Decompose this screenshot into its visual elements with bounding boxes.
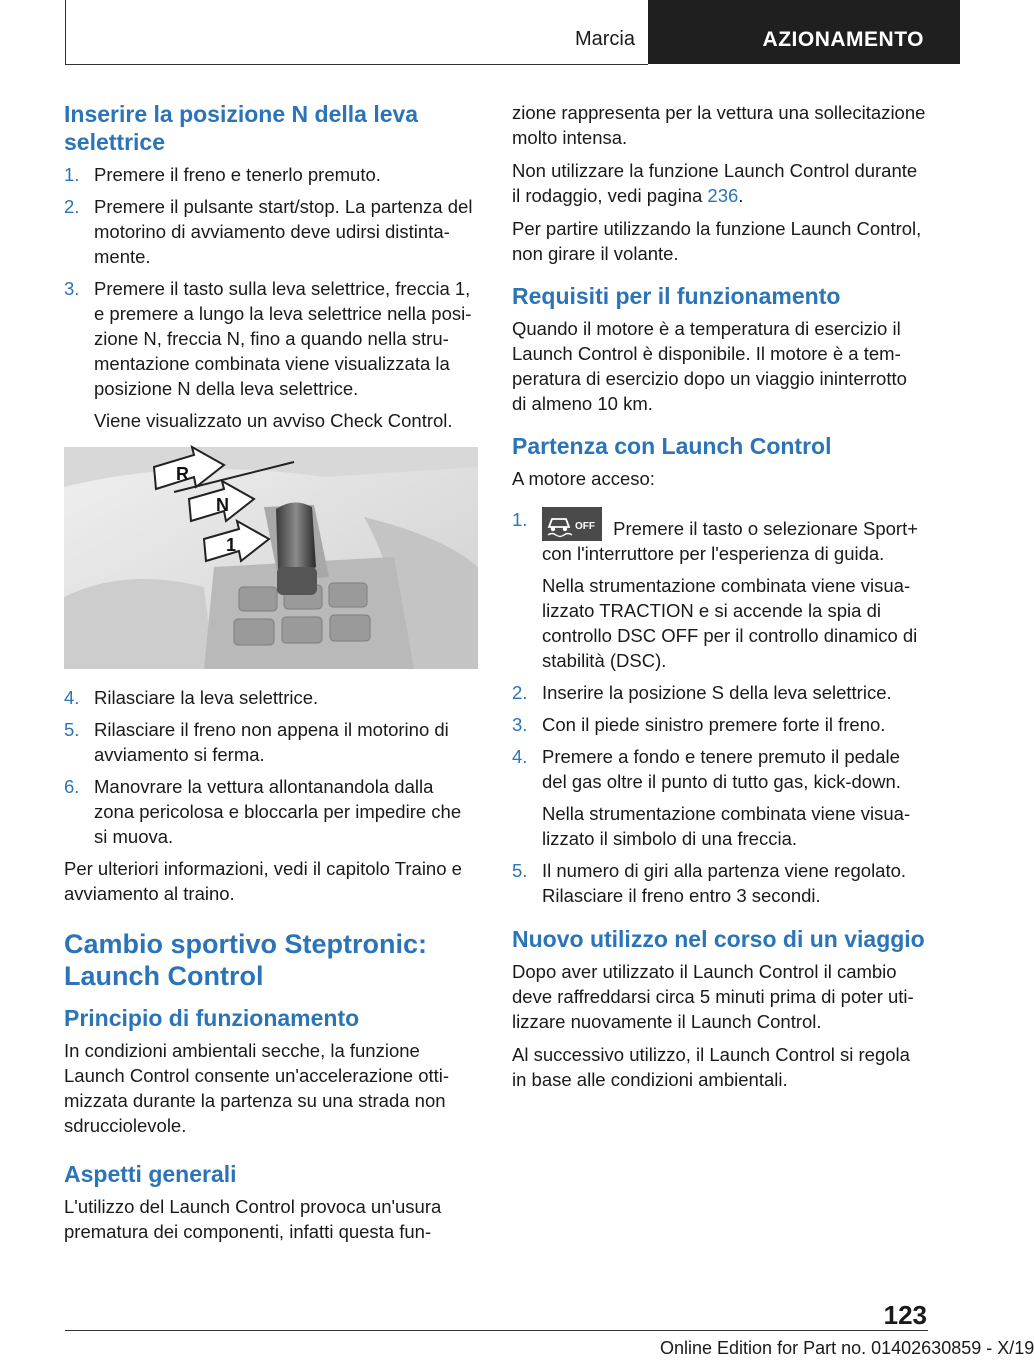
paragraph-continuation: zione rappresenta per la vettura una sollecitazione molto intensa. xyxy=(512,102,926,148)
step-text: Con il piede sinistro premere forte il freno. xyxy=(542,714,886,735)
heading-neutral-position: Inserire la posizione N della leva selettrice xyxy=(64,101,419,155)
heading-principle: Principio di funzionamento xyxy=(64,1005,360,1031)
steps-list-a xyxy=(64,162,478,433)
right-column xyxy=(512,100,926,1100)
step-number: 3. xyxy=(64,278,80,299)
list-item xyxy=(512,507,926,673)
step-number: 2. xyxy=(512,682,528,703)
header-chapter-label: AZIONAMENTO xyxy=(762,28,924,51)
heading-general-aspects: Aspetti generali xyxy=(64,1161,237,1187)
step-number: 4. xyxy=(512,746,528,767)
dsc-off-icon xyxy=(542,507,602,541)
steps-list-b xyxy=(64,685,478,849)
step-text: Il numero di giri alla partenza viene regolato. Rilasciare il freno entro 3 secondi. xyxy=(542,860,907,906)
run-in-end: . xyxy=(738,185,744,206)
step-text: Premere il freno e tenerlo premuto. xyxy=(94,164,381,185)
paragraph-steering: Per partire utilizzando la funzione Launch Control, non girare il volante. xyxy=(512,218,922,264)
step-text: Rilasciare la leva selettrice. xyxy=(94,687,319,708)
dsc-off-icon-label: OFF xyxy=(575,521,595,532)
step-note: Nella strumentazione combinata viene visualizzato TRACTION e si accende la spia di controllo DSC OFF per il controllo dinamico di stabilità (DSC). xyxy=(542,575,918,671)
footer-rule xyxy=(65,1330,928,1331)
footer-edition: Online Edition for Part no. 01402630859 - X/19 xyxy=(660,1338,1034,1358)
left-column xyxy=(64,100,478,1252)
step-number: 3. xyxy=(512,714,528,735)
step-note: Nella strumentazione combinata viene visualizzato il simbolo di una freccia. xyxy=(542,803,911,849)
step-note: Viene visualizzato un avviso Check Control. xyxy=(94,410,453,431)
header-bottom-rule xyxy=(65,64,648,65)
step-text: Premere a fondo e tenere premuto il pedale del gas oltre il punto di tutto gas, kick-down. xyxy=(542,746,901,792)
list-item xyxy=(64,276,478,433)
page-link[interactable]: 236 xyxy=(707,185,739,206)
gear-selector-svg xyxy=(64,447,478,669)
step-number: 5. xyxy=(512,860,528,881)
step-text: Premere il tasto o selezionare Sport+ con l'interruttore per l'esperienza di guida. xyxy=(542,518,919,564)
heading-requirements: Requisiti per il funzionamento xyxy=(512,283,841,309)
paragraph-reuse-2: Al successivo utilizzo, il Launch Control si regola in base alle condizioni ambientali. xyxy=(512,1044,910,1090)
header-left-rule xyxy=(65,0,66,64)
step-number: 2. xyxy=(64,196,80,217)
paragraph-engine-on: A motore acceso: xyxy=(512,468,655,489)
paragraph-more-info: Per ulteriori informazioni, vedi il capitolo Traino e avviamento al traino. xyxy=(64,858,462,904)
gear-selector-illustration xyxy=(64,447,478,669)
list-item xyxy=(64,717,478,767)
step-text: Rilasciare il freno non appena il motorino di avviamento si ferma. xyxy=(94,719,449,765)
paragraph-principle: In condizioni ambientali secche, la funzione Launch Control consente un'accelerazione ottimizzata durante la partenza su una strada non sdrucciolevole. xyxy=(64,1040,450,1136)
heading-launch-start: Partenza con Launch Control xyxy=(512,433,832,459)
paragraph-reuse-1: Dopo aver utilizzato il Launch Control il cambio deve raffreddarsi circa 5 minuti prima di poter utilizzare nuovamente il Launch Control. xyxy=(512,961,914,1032)
step-number: 4. xyxy=(64,687,80,708)
list-item xyxy=(512,744,926,851)
header-section-title: Marcia xyxy=(574,28,635,50)
arrow-label-1: 1 xyxy=(226,535,237,555)
heading-reuse: Nuovo utilizzo nel corso di un viaggio xyxy=(512,926,925,952)
list-item xyxy=(512,858,926,908)
step-number: 5. xyxy=(64,719,80,740)
list-item xyxy=(64,685,478,710)
list-item xyxy=(64,774,478,849)
list-item xyxy=(64,162,478,187)
arrow-label-n: N xyxy=(216,495,229,515)
list-item xyxy=(512,680,926,705)
header-chapter-tab xyxy=(648,0,960,64)
step-text: Manovrare la vettura allontanandola dalla zona pericolosa e bloccarla per impedire che si muova. xyxy=(94,776,462,847)
page-number: 123 xyxy=(883,1300,927,1330)
heading-launch-control: Cambio sportivo Steptronic: Launch Control xyxy=(64,929,428,991)
launch-steps-list xyxy=(512,507,926,908)
paragraph-general: L'utilizzo del Launch Control provoca un'usura prematura dei componenti, infatti questa fun- xyxy=(64,1196,442,1242)
step-number: 1. xyxy=(64,164,80,185)
list-item xyxy=(512,712,926,737)
step-number: 1. xyxy=(512,509,528,530)
paragraph-run-in xyxy=(512,158,926,208)
list-item xyxy=(64,194,478,269)
run-in-text: Non utilizzare la funzione Launch Control durante il rodaggio, vedi pagina xyxy=(512,160,918,206)
step-text: Premere il tasto sulla leva selettrice, freccia 1, e premere a lungo la leva selettrice nella posizione N, freccia N, fino a quando nella strumentazione combinata viene visualizzata la posizione N della leva selettrice. xyxy=(94,278,472,399)
arrow-label-r: R xyxy=(176,464,189,484)
step-text: Inserire la posizione S della leva selettrice. xyxy=(542,682,892,703)
step-number: 6. xyxy=(64,776,80,797)
step-text: Premere il pulsante start/stop. La partenza del motorino di avviamento deve udirsi distintamente. xyxy=(94,196,473,267)
paragraph-requirements: Quando il motore è a temperatura di esercizio il Launch Control è disponibile. Il motore è a temperatura di esercizio dopo un viaggio ininterrotto di almeno 10 km. xyxy=(512,318,907,414)
